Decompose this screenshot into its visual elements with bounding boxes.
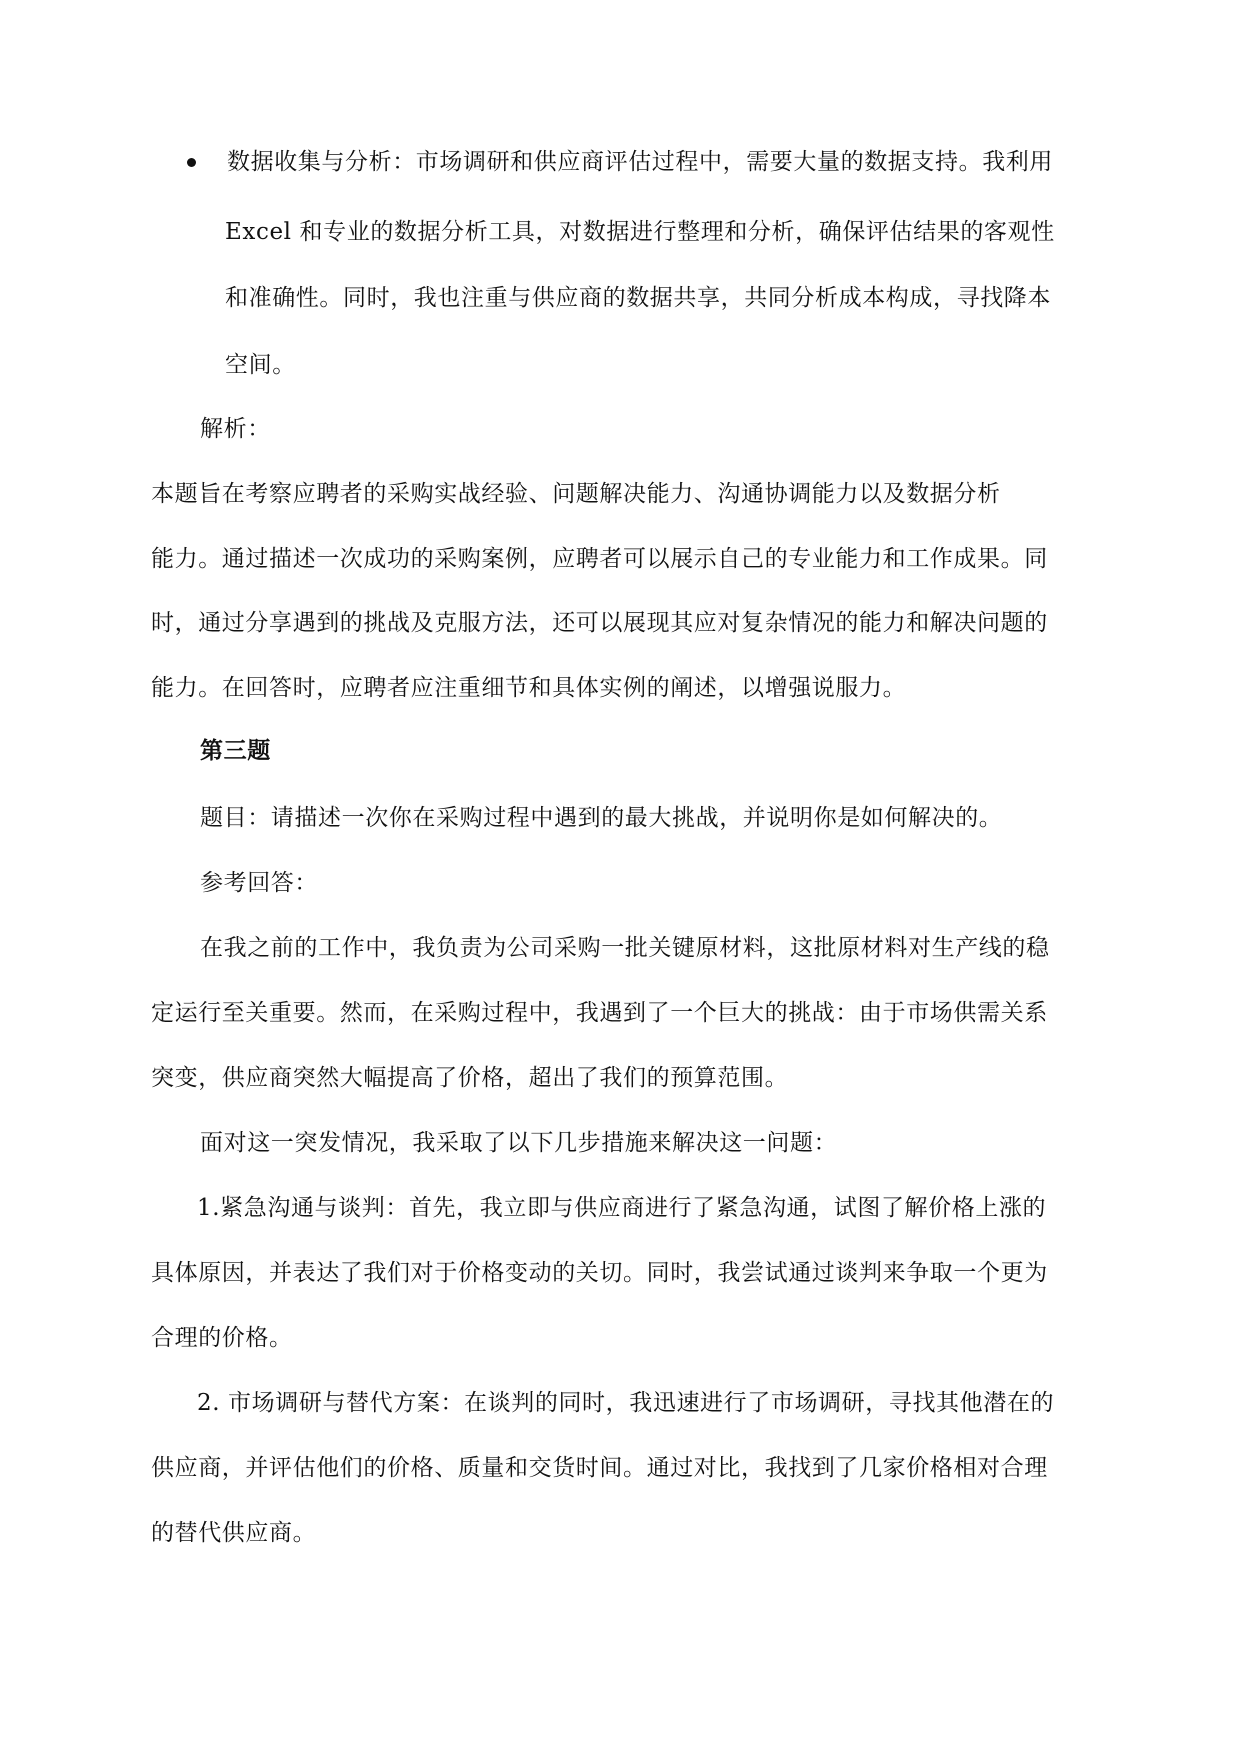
answer-para2: 面对这一突发情况，我采取了以下几步措施来解决这一问题： [200, 1130, 838, 1156]
answer-label: 参考回答： [200, 870, 318, 896]
question-heading: 第三题 [200, 737, 271, 764]
answer-para1-line-1: 在我之前的工作中，我负责为公司采购一批关键原材料，这批原材料对生产线的稳 [200, 935, 1050, 961]
answer-para1-line-2: 定运行至关重要。然而，在采购过程中，我遇到了一个巨大的挑战：由于市场供需关系 [151, 1000, 1048, 1026]
analysis-label: 解析： [200, 416, 271, 442]
analysis-line-1: 本题旨在考察应聘者的采购实战经验、问题解决能力、沟通协调能力以及数据分析 [151, 481, 1001, 507]
step2-line-2: 供应商，并评估他们的价格、质量和交货时间。通过对比，我找到了几家价格相对合理 [151, 1455, 1048, 1481]
step2-line-1: 2. 市场调研与替代方案：在谈判的同时，我迅速进行了市场调研，寻找其他潜在的 [197, 1390, 1055, 1416]
bullet-line-1: 数据收集与分析：市场调研和供应商评估过程中，需要大量的数据支持。我利用 [227, 149, 1053, 175]
bullet-line-3: 和准确性。同时，我也注重与供应商的数据共享，共同分析成本构成，寻找降本 [225, 285, 1051, 311]
step1-line-1: 1.紧急沟通与谈判：首先，我立即与供应商进行了紧急沟通，试图了解价格上涨的 [197, 1195, 1047, 1221]
answer-para1-line-3: 突变，供应商突然大幅提高了价格，超出了我们的预算范围。 [151, 1065, 789, 1091]
step1-line-2: 具体原因，并表达了我们对于价格变动的关切。同时，我尝试通过谈判来争取一个更为 [151, 1260, 1048, 1286]
step1-line-3: 合理的价格。 [151, 1325, 293, 1351]
question-prompt: 题目：请描述一次你在采购过程中遇到的最大挑战，并说明你是如何解决的。 [200, 805, 1003, 831]
bullet-line-4: 空间。 [225, 352, 296, 378]
analysis-line-4: 能力。在回答时，应聘者应注重细节和具体实例的阐述，以增强说服力。 [151, 675, 907, 701]
bullet-icon [187, 158, 196, 167]
analysis-line-3: 时，通过分享遇到的挑战及克服方法，还可以展现其应对复杂情况的能力和解决问题的 [151, 610, 1048, 636]
step2-line-3: 的替代供应商。 [151, 1520, 317, 1546]
bullet-line-2: Excel 和专业的数据分析工具，对数据进行整理和分析，确保评估结果的客观性 [225, 219, 1055, 245]
analysis-line-2: 能力。通过描述一次成功的采购案例，应聘者可以展示自己的专业能力和工作成果。同 [151, 546, 1048, 572]
